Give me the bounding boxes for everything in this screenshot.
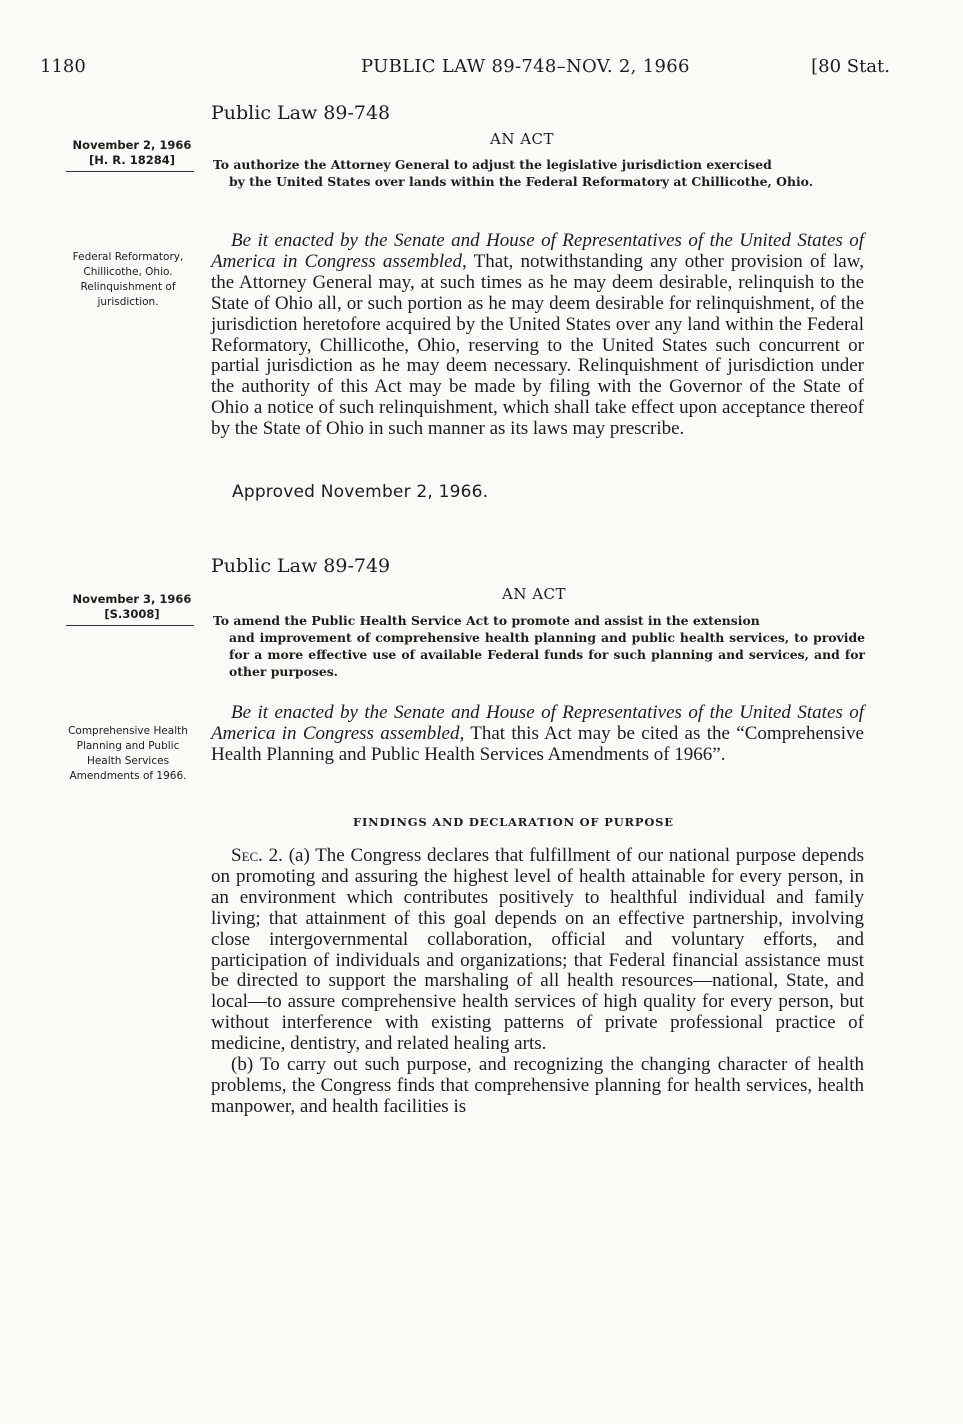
law-2-an-act: AN ACT [502,585,567,603]
law-1-bill-number: [H. R. 18284] [89,153,175,167]
section-label: Sec. 2. [231,845,283,866]
running-title: PUBLIC LAW 89-748–NOV. 2, 1966 [361,56,690,77]
law-2-text: That this Act may be cited as the “Comprehensive Health Planning and Public Health Services Amendments of 1966”. [211,722,864,765]
law-1-date: November 2, 1966 [72,138,192,152]
law-1-body [211,231,864,440]
law-1-purpose-first: To authorize the Attorney General to adjust the legislative jurisdiction exercised [213,157,772,172]
running-header [40,56,890,84]
law-1-purpose-rest: by the United States over lands within the Federal Reformatory at Chillicothe, Ohio. [229,174,814,189]
law-2-body [211,703,864,766]
law-2-bill-number: [S.3008] [104,607,160,621]
section-2a: (a) The Congress declares that fulfillment of our national purpose depends on promoting and assuring the highest level of health attainable for every person, in an environment which contributes positively to healthful individual and family living; that attainment of this goal depends on an effective partnership, involving close intergovernmental collaboration, official and voluntary efforts, and participation of individuals and organizations; that Federal financial assistance must be directed to support the marshaling of all health resources—national, State, and local—to assure comprehensive health services of high quality for every person, but without interference with existing patterns of private professional practice of medicine, dentistry, and related healing arts. [211,845,865,1055]
law-2-margin-note: Comprehensive Health Planning and Public Health Services Amendments of 1966. [68,725,188,782]
section-2b: (b) To carry out such purpose, and recognizing the changing character of health problems, the Congress finds that comprehensive planning for health services, health manpower, and health facilities is [211,1054,864,1117]
law-2-title: Public Law 89-749 [211,555,391,577]
law-2-date: November 3, 1966 [72,592,192,606]
law-1-an-act: AN ACT [490,130,555,148]
law-2-date-block [62,592,202,626]
law-1-margin-note: Federal Reformatory, Chillicothe, Ohio. Relinquishment of jurisdiction. [72,251,184,308]
law-1-date-block [62,138,202,172]
law-2-purpose-rest: and improvement of comprehensive health planning and public health services, to provide for a more effective use of available Federal funds for such planning and services, and for other purposes. [229,630,865,679]
law-2-purpose-first: To amend the Public Health Service Act to promote and assist in the extension [213,613,760,628]
section-heading: FINDINGS AND DECLARATION OF PURPOSE [353,815,674,829]
law-2-enacting-clause: Be it enacted by the Senate and House of Representatives of the United States of America in Congress assembled, [211,702,864,744]
law-2-purpose [213,612,865,680]
law-1-approved: Approved November 2, 1966. [232,482,489,502]
law-1-title: Public Law 89-748 [211,102,391,124]
law-1-purpose [213,156,865,190]
law-1-text: That, notwithstanding any other provision of law, the Attorney General may, at such times as he may deem desirable, relinquish to the State of Ohio all, or such portion as he may deem desirable for relinquishment, of the jurisdiction heretofore acquired by the United States over any land within the Federal Reformatory, Chillicothe, Ohio, reserving to the United States such concurrent or partial jurisdiction as he may deem necessary. Relinquishment of jurisdiction under the authority of this Act may be made by filing with the Governor of the State of Ohio a notice of such relinquishment, which shall take effect upon acceptance thereof by the State of Ohio in such manner as its laws may prescribe. [211,250,864,440]
stat-reference: [80 Stat. [811,56,890,77]
margin-divider [66,171,194,172]
law-2-section-2 [211,846,864,1118]
margin-divider [66,625,194,626]
law-1-enacting-clause: Be it enacted by the Senate and House of Representatives of the United States of America in Congress assembled, [211,230,864,272]
page-number: 1180 [40,56,86,77]
